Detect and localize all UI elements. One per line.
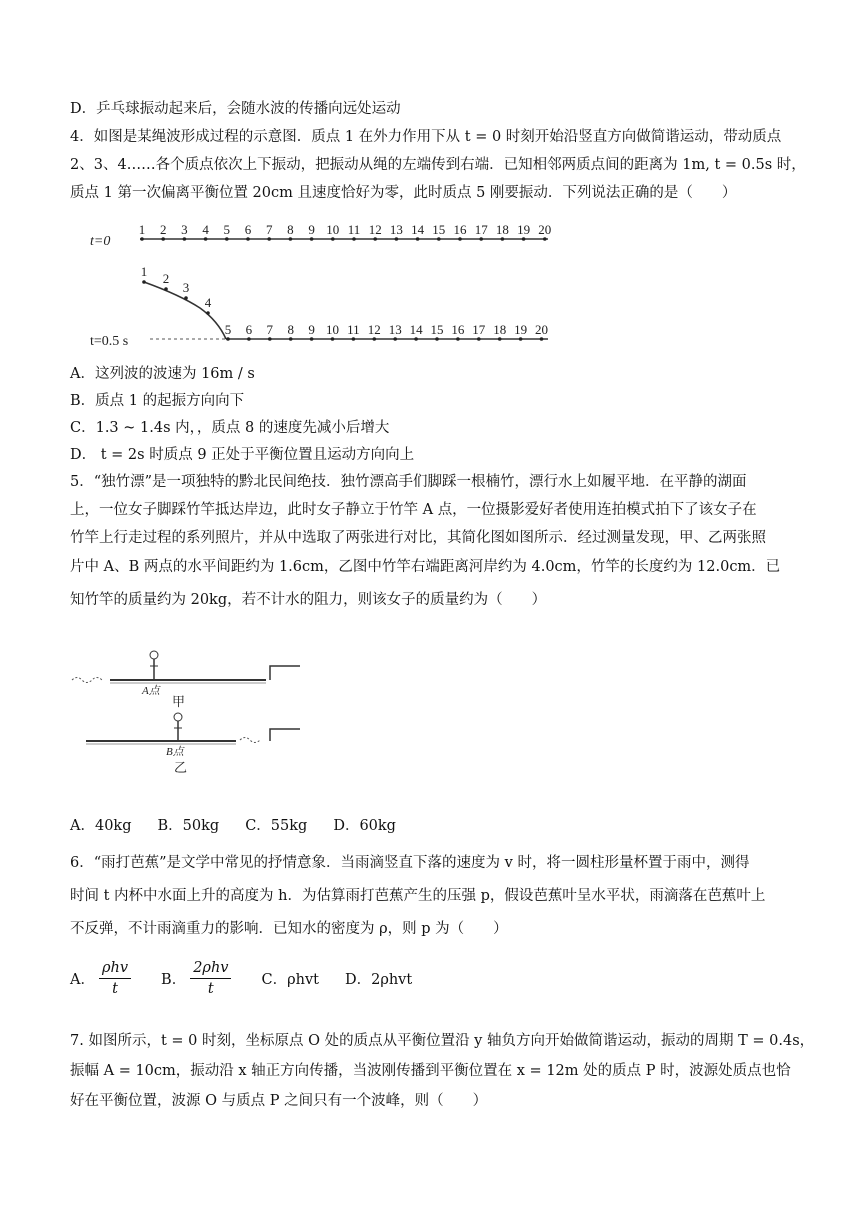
top-point-dot [183, 237, 187, 241]
bottom-point-label: 7 [266, 322, 274, 337]
top-point-label: 2 [159, 222, 167, 237]
bottom-point-dot [268, 337, 272, 341]
bottom-point-label: 19 [514, 322, 528, 337]
q6-stem-line1: 6．“雨打芭蕉”是文学中常见的抒情意象．当雨滴竖直下落的速度为 v 时，将一圆柱形量杯置于雨中，测得 [70, 855, 750, 871]
bottom-point-dot [414, 337, 418, 341]
top-point-dot [267, 237, 271, 241]
bottom-point-dot [540, 337, 544, 341]
curve-point-label: 4 [204, 295, 212, 310]
bottom-point-label: 18 [493, 322, 507, 337]
curve-point-label: 3 [182, 280, 190, 295]
bottom-point-label: 16 [451, 322, 465, 337]
q7-stem-line3: 好在平衡位置，波源 O 与质点 P 之间只有一个波峰，则（ ） [70, 1093, 488, 1109]
bottom-point-label: 6 [245, 322, 253, 337]
q6-stem-line3: 不反弹，不计雨滴重力的影响．已知水的密度为 ρ，则 p 为（ ） [70, 921, 508, 937]
q5-option-a: A．40kg [70, 818, 132, 834]
q6-option-d: D．2ρhvt [344, 972, 413, 988]
bottom-point-label: 15 [430, 322, 444, 337]
top-point-dot [352, 237, 356, 241]
q5-option-b: B．50kg [157, 818, 220, 834]
top-point-dot [479, 237, 483, 241]
top-point-label: 19 [517, 222, 531, 237]
q4-option-d: D． t = 2s 时质点 9 正处于平衡位置且运动方向向上 [70, 447, 415, 463]
fraction-b: $\frac{\text{2ρhv}}{t}$ [190, 958, 231, 999]
curve-point-dot [164, 287, 168, 291]
q5-stem-line4: 片中 A、B 两点的水平间距约为 1.6cm，乙图中竹竿右端距离河岸约为 4.0cm，竹竿的长度约为 12.0cm．已 [70, 559, 781, 575]
q5-stem-line3: 竹竿上行走过程的系列照片，并从中选取了两张进行对比，其简化图如图所示．经过测量发现，甲、乙两张照 [70, 530, 766, 546]
river-bank-jia [270, 666, 300, 680]
q5-option-c: C．55kg [245, 818, 308, 834]
top-point-label: 6 [244, 222, 252, 237]
top-point-dot [289, 237, 293, 241]
bottom-point-label: 5 [224, 322, 232, 337]
bottom-point-dot [519, 337, 523, 341]
curve-point-label: 1 [140, 264, 148, 279]
bottom-point-dot [331, 337, 335, 341]
q6-options [70, 958, 438, 999]
top-point-label: 11 [347, 222, 361, 237]
q6-option-b: B． $\frac{\text{2ρhv}}{t}$ [161, 958, 235, 999]
label-b-point: B点 [166, 746, 184, 758]
bottom-point-dot [310, 337, 314, 341]
top-point-label: 9 [308, 222, 315, 237]
river-bank-yi [270, 729, 300, 741]
bottom-point-label: 9 [308, 322, 315, 337]
t05-label: t=0.5 s [90, 334, 129, 349]
top-point-label: 1 [138, 222, 146, 237]
top-point-dot [543, 237, 547, 241]
top-point-label: 20 [538, 222, 552, 237]
rope-wave-figure [80, 215, 560, 350]
label-jia: 甲 [172, 694, 186, 709]
top-point-label: 10 [326, 222, 340, 237]
curve-point-dot [184, 296, 188, 300]
bottom-point-label: 11 [347, 322, 360, 337]
top-point-dot [437, 237, 441, 241]
top-point-dot [225, 237, 229, 241]
top-point-dot [395, 237, 399, 241]
top-point-label: 4 [202, 222, 209, 237]
top-point-label: 16 [453, 222, 467, 237]
top-point-dot [140, 237, 144, 241]
q4-stem-line2: 2、3、4……各个质点依次上下振动，把振动从绳的左端传到右端．已知相邻两质点间的距离为 1m, t = 0.5s 时， [70, 157, 806, 173]
top-point-dot [204, 237, 208, 241]
q5-stem-line2: 上，一位女子脚踩竹竿抵达岸边，此时女子静立于竹竿 A 点，一位摄影爱好者使用连拍模式拍下了该女子在 [70, 502, 757, 518]
q6-option-c: C．ρhvt [261, 972, 319, 988]
top-point-dot [331, 237, 335, 241]
bottom-point-label: 17 [472, 322, 486, 337]
top-point-label: 3 [181, 222, 188, 237]
t0-label: t=0 [90, 234, 111, 249]
top-point-dot [522, 237, 526, 241]
woman-head-jia [150, 651, 158, 659]
top-point-label: 12 [368, 222, 382, 237]
top-point-dot [501, 237, 505, 241]
top-point-label: 5 [223, 222, 231, 237]
bottom-point-dot [477, 337, 481, 341]
q5-stem-line1: 5．“独竹漂”是一项独特的黔北民间绝技．独竹漂高手们脚踩一根楠竹，漂行水上如履平地．在平静的湖面 [70, 474, 747, 490]
bottom-point-label: 12 [367, 322, 381, 337]
q7-stem-line2: 振幅 A = 10cm，振动沿 x 轴正方向传播，当波刚传播到平衡位置在 x = 12m 处的质点 P 时，波源处质点也恰 [70, 1063, 791, 1079]
q4-option-a: A．这列波的波速为 16m / s [70, 366, 255, 382]
bottom-point-dot [373, 337, 377, 341]
bottom-point-label: 13 [388, 322, 402, 337]
bottom-point-dot [498, 337, 502, 341]
q6-stem-line2: 时间 t 内杯中水面上升的高度为 h．为估算雨打芭蕉产生的压强 p，假设芭蕉叶呈水平状，雨滴落在芭蕉叶上 [70, 888, 766, 904]
q4-stem-line1: 4．如图是某绳波形成过程的示意图．质点 1 在外力作用下从 t = 0 时刻开始沿竖直方向做简谐运动，带动质点 [70, 129, 782, 145]
curve-point-label: 2 [162, 271, 170, 286]
bottom-point-dot [393, 337, 397, 341]
top-point-dot [310, 237, 314, 241]
water-wave-jia [72, 678, 102, 683]
q3-option-d: D．乒乓球振动起来后，会随水波的传播向远处运动 [70, 101, 401, 117]
bottom-point-label: 8 [287, 322, 294, 337]
top-point-label: 18 [495, 222, 509, 237]
curve-point-dot [142, 280, 146, 284]
bottom-point-dot [226, 337, 230, 341]
woman-head-yi [174, 713, 182, 721]
curve-point-dot [206, 311, 210, 315]
top-point-dot [416, 237, 420, 241]
top-point-label: 8 [287, 222, 294, 237]
q7-stem-line1: 7. 如图所示，t = 0 时刻，坐标原点 O 处的质点从平衡位置沿 y 轴负方向开始做简谐运动，振动的周期 T = 0.4s， [70, 1033, 815, 1049]
bamboo-raft-figure [70, 640, 340, 780]
bottom-point-label: 20 [535, 322, 548, 337]
q5-options [70, 814, 422, 835]
top-point-dot [161, 237, 165, 241]
q6-option-a: A． $\frac{\text{ρhv}}{t}$ [70, 958, 135, 999]
top-point-label: 15 [432, 222, 446, 237]
fraction-a: $\frac{\text{ρhv}}{t}$ [99, 958, 131, 999]
bottom-point-dot [435, 337, 439, 341]
q5-stem-line5: 知竹竿的质量约为 20kg，若不计水的阻力，则该女子的质量约为（ ） [70, 592, 547, 608]
bottom-point-label: 10 [326, 322, 339, 337]
top-point-label: 13 [389, 222, 403, 237]
top-point-dot [373, 237, 377, 241]
bottom-point-dot [289, 337, 293, 341]
q5-option-d: D．60kg [333, 818, 396, 834]
bottom-point-dot [247, 337, 251, 341]
top-point-label: 17 [474, 222, 488, 237]
bottom-point-dot [352, 337, 356, 341]
label-a-point: A点 [142, 685, 160, 697]
q4-option-c: C．1.3 ~ 1.4s 内，，质点 8 的速度先减小后增大 [70, 420, 390, 436]
top-point-dot [246, 237, 250, 241]
bottom-point-label: 14 [409, 322, 423, 337]
label-yi: 乙 [174, 760, 188, 775]
water-wave-yi [240, 738, 260, 743]
top-point-label: 7 [265, 222, 273, 237]
bottom-point-dot [456, 337, 460, 341]
q4-option-b: B．质点 1 的起振方向向下 [70, 393, 245, 409]
q4-stem-line3: 质点 1 第一次偏离平衡位置 20cm 且速度恰好为零，此时质点 5 刚要振动．下列说法正确的是（ ） [70, 185, 737, 201]
top-point-label: 14 [411, 222, 425, 237]
top-point-dot [458, 237, 462, 241]
